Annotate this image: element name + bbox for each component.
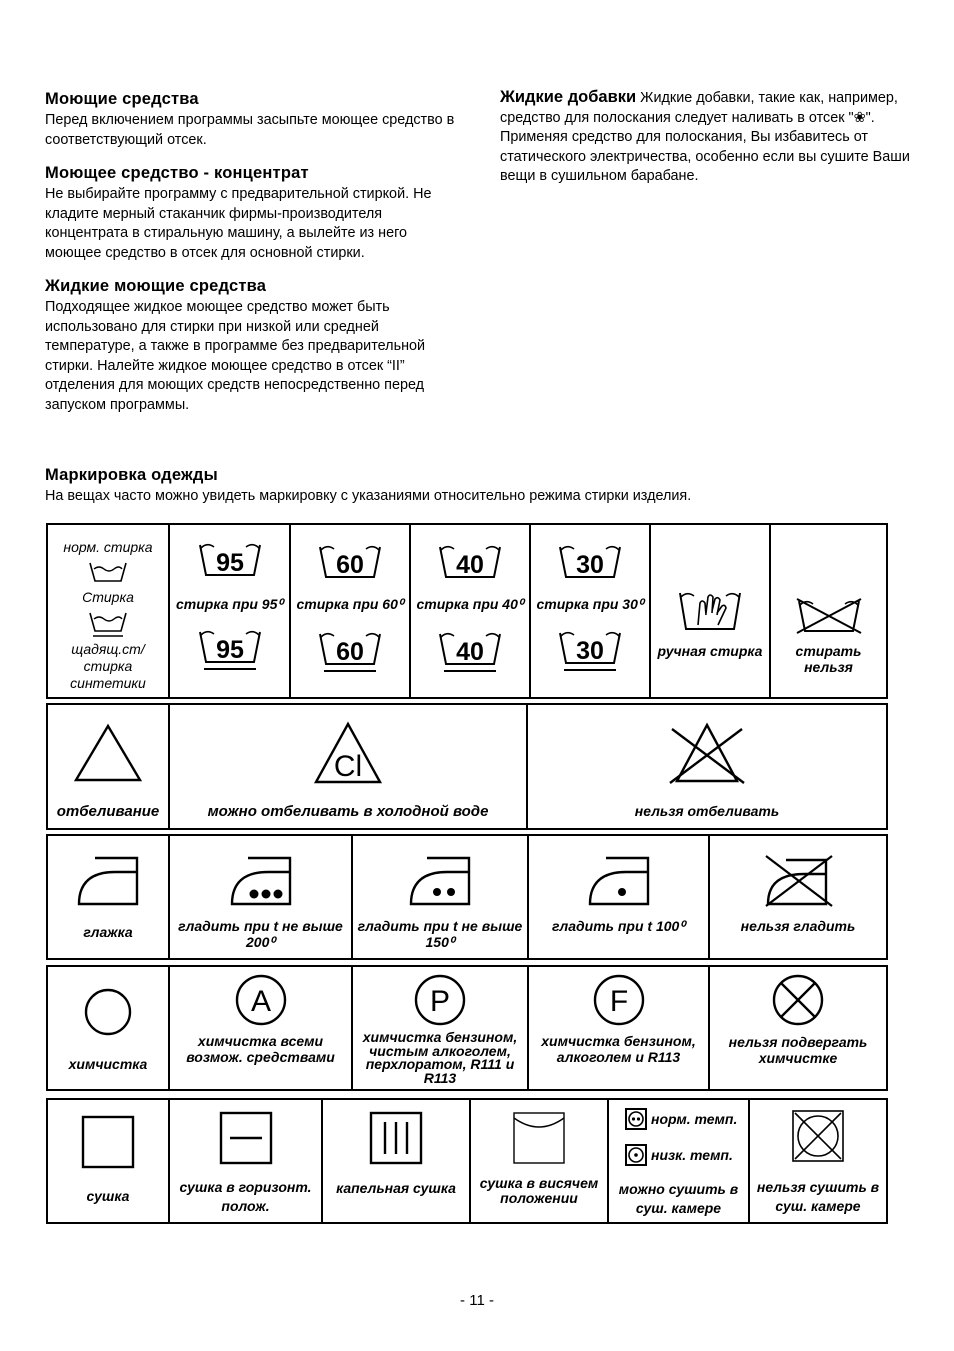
wash-30-icon <box>531 543 649 581</box>
letter-f-text: F <box>609 985 628 1018</box>
wash-tub-icon <box>48 561 168 583</box>
iron-200-cell <box>168 836 351 958</box>
dry-flat-cell <box>168 1100 321 1222</box>
low-temp-label: низк. темп. <box>651 1147 733 1163</box>
norm-temp-row <box>625 1108 737 1130</box>
right-column <box>500 88 912 187</box>
dry-clean-p-icon <box>353 973 527 1027</box>
left-column <box>45 90 465 429</box>
dry-flat-label: сушка в горизонт. полож. <box>179 1179 312 1214</box>
hang-dry-cell <box>469 1100 607 1222</box>
no-wash-icon <box>771 597 886 635</box>
dry-square-icon <box>48 1114 168 1170</box>
temp-95-text: 95 <box>215 636 244 664</box>
section-text: На вещах часто можно увидеть маркировку с указаниями относительно режима стирки изделия. <box>45 488 692 504</box>
letter-a-text: A <box>250 985 271 1018</box>
temp-60-text: 60 <box>336 638 364 666</box>
wash-40-label: стирка при 40⁰ <box>416 596 524 612</box>
section-title: Моющее средство - концентрат <box>45 164 309 182</box>
temp-40-text: 40 <box>456 638 484 666</box>
no-iron-icon <box>710 854 886 908</box>
iron-100-cell <box>527 836 708 958</box>
iron-200-label: гладить при t не выше 200⁰ <box>178 918 343 950</box>
section-detergent <box>45 90 465 150</box>
wash-30-label: стирка при 30⁰ <box>536 596 644 612</box>
iron-label: глажка <box>83 924 133 940</box>
dry-clean-f-cell <box>527 967 708 1089</box>
norm-temp-label: норм. темп. <box>651 1111 738 1127</box>
section-text: Не выбирайте программу с предварительной стиркой. Не кладите мерный стаканчик фирмы-производителя концентрата в стиральную машину, а вылейте из него моющее средство в отсек для основной стирки. <box>45 186 432 261</box>
iron-150-icon <box>353 854 527 906</box>
temp-95-text: 95 <box>215 549 244 577</box>
iron-cell <box>48 836 168 958</box>
no-iron-label: нельзя гладить <box>740 918 856 934</box>
wash-30-cell <box>529 525 649 697</box>
no-bleach-label: нельзя отбеливать <box>634 803 780 819</box>
section-title: Маркировка одежды <box>45 466 218 484</box>
bleach-cell <box>48 705 168 828</box>
wash-60-label: стирка при 60⁰ <box>296 596 404 612</box>
iron-200-icon <box>170 854 351 906</box>
iron-150-label: гладить при t не выше 150⁰ <box>357 918 523 950</box>
hang-dry-icon <box>471 1110 607 1166</box>
iron-150-cell <box>351 836 527 958</box>
no-tumble-dry-label: нельзя сушить в суш. камере <box>756 1179 880 1214</box>
wash-label: Стирка <box>82 589 134 605</box>
iron-100-label: гладить при t 100⁰ <box>552 918 685 934</box>
wash-40-icon <box>411 543 529 581</box>
wash-95-cell <box>168 525 289 697</box>
dry-label: сушка <box>86 1188 130 1204</box>
dry-clean-a-icon <box>170 973 351 1027</box>
temp-30-text: 30 <box>576 637 604 665</box>
temp-30-text: 30 <box>576 551 604 579</box>
dry-clean-f-label: химчистка бензином, алкоголем и R113 <box>541 1033 696 1065</box>
wash-95-gentle-icon <box>170 628 289 674</box>
temp-60-text: 60 <box>336 551 364 579</box>
tumble-dry-cell <box>607 1100 748 1222</box>
bleach-cl-icon <box>170 721 526 785</box>
page-number: - 11 - <box>460 1292 494 1309</box>
dry-clean-circle-icon <box>48 987 168 1037</box>
dry-cell <box>48 1100 168 1222</box>
section-title: Жидкие добавки <box>500 88 637 106</box>
wash-60-cell <box>289 525 409 697</box>
marking-section <box>45 466 905 507</box>
dry-clean-a-cell <box>168 967 351 1089</box>
section-title: Моющие средства <box>45 90 199 108</box>
tumble-low-icon <box>625 1144 647 1166</box>
bleach-table <box>46 703 888 830</box>
cl-text: Cl <box>333 750 363 783</box>
iron-100-icon <box>529 854 708 906</box>
section-liquid-additives <box>500 88 912 187</box>
wash-95-label: стирка при 95⁰ <box>175 596 283 612</box>
bleach-cold-cell <box>168 705 526 828</box>
dry-clean-a-label: химчистка всеми возмож. средствами <box>186 1033 335 1065</box>
no-tumble-dry-icon <box>750 1108 886 1164</box>
hand-wash-cell <box>649 525 769 697</box>
low-temp-row <box>625 1144 733 1166</box>
section-text: Перед включением программы засыпьте моющее средство в соответствующий отсек. <box>45 112 455 148</box>
hand-wash-label: ручная стирка <box>657 643 763 659</box>
wash-60-gentle-icon <box>291 630 409 676</box>
no-iron-cell <box>708 836 886 958</box>
no-dry-clean-cell <box>708 967 886 1089</box>
hand-wash-icon <box>651 589 769 633</box>
dry-flat-icon <box>170 1110 321 1166</box>
no-bleach-cell <box>526 705 886 828</box>
drip-dry-cell <box>321 1100 469 1222</box>
dry-clean-label: химчистка <box>68 1056 148 1072</box>
wash-30-gentle-icon <box>531 629 649 675</box>
wash-40-cell <box>409 525 529 697</box>
drip-dry-icon <box>323 1110 469 1166</box>
bleach-cold-label: можно отбеливать в холодной воде <box>207 803 489 820</box>
wash-general-cell <box>48 525 168 697</box>
section-concentrate <box>45 164 465 263</box>
no-wash-cell <box>769 525 886 697</box>
temp-40-text: 40 <box>456 551 484 579</box>
iron-table <box>46 834 888 960</box>
dry-clean-table <box>46 965 888 1091</box>
dry-clean-cell <box>48 967 168 1089</box>
tumble-norm-icon <box>625 1108 647 1130</box>
gentle-wash-icon <box>48 611 168 639</box>
dry-clean-p-cell <box>351 967 527 1089</box>
dry-clean-f-icon <box>529 973 708 1027</box>
no-tumble-dry-cell <box>748 1100 886 1222</box>
iron-icon <box>48 854 168 906</box>
no-bleach-icon <box>528 721 886 785</box>
tumble-dry-label: можно сушить в суш. камере <box>618 1181 739 1216</box>
wash-95-icon <box>170 541 289 579</box>
wash-table <box>46 523 888 699</box>
bleach-triangle-icon <box>48 723 168 783</box>
norm-wash-label: норм. стирка <box>63 539 153 555</box>
letter-p-text: P <box>429 985 451 1018</box>
wash-40-gentle-icon <box>411 630 529 676</box>
section-title: Жидкие моющие средства <box>45 277 267 295</box>
gentle-wash-label: щадящ.ст/ стирка синтетики <box>70 641 146 691</box>
no-dry-clean-icon <box>710 973 886 1027</box>
bleach-label: отбеливание <box>56 803 160 820</box>
no-dry-clean-label: нельзя подвергать химчистке <box>728 1034 868 1066</box>
section-text: Подходящее жидкое моющее средство может быть использовано для стирки при низкой или средней температуре, а также в программе без предварительной стирки. Налейте жидкое моющее средство в отсек “II” отделения для моющих средств непосредственно перед запуском программы. <box>45 299 426 413</box>
no-wash-label: стирать нельзя <box>795 643 862 675</box>
section-text: Жидкие добавки, такие как, например, средство для полоскания следует наливать в отсек "❀". Применяя средство для полоскания, Вы избавитесь от статического электричества, особенно если вы сушите Ваши вещи в сушильном барабане. <box>500 90 910 184</box>
drying-table <box>46 1098 888 1224</box>
hang-dry-label: сушка в висячем положении <box>479 1175 599 1206</box>
wash-60-icon <box>291 543 409 581</box>
dry-clean-p-label: химчистка бензином, чистым алкоголем, перхлоратом, R111 и R113 <box>362 1029 518 1086</box>
drip-dry-label: капельная сушка <box>336 1180 456 1196</box>
section-liquid-detergent <box>45 277 465 415</box>
